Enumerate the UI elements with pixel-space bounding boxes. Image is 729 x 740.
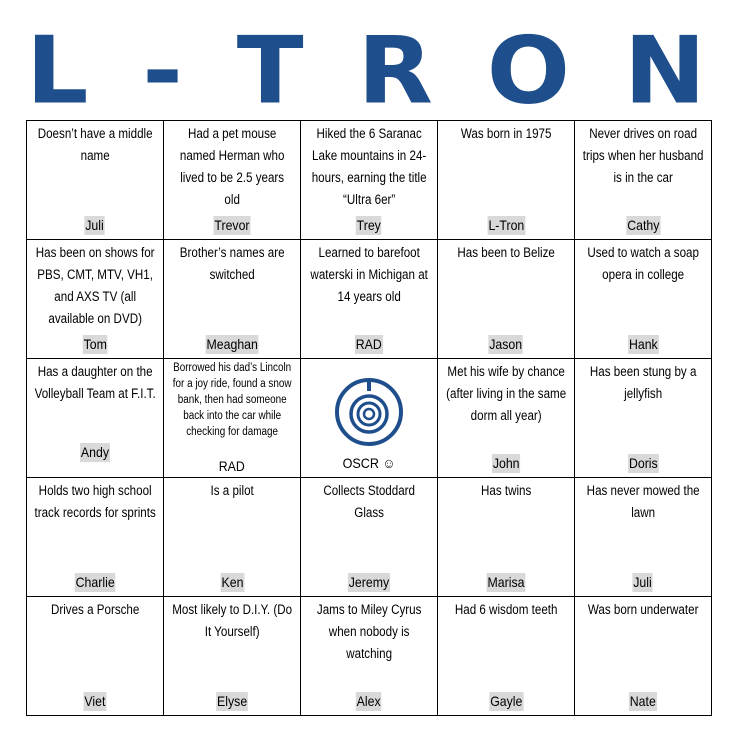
bingo-cell[interactable]: [438, 121, 575, 240]
bingo-cell[interactable]: [164, 478, 301, 597]
title-letter: O: [486, 16, 571, 126]
grid-row: [27, 478, 712, 597]
bingo-cell[interactable]: [301, 597, 438, 716]
cell-clue: Never drives on road trips when her husband is in the car: [582, 126, 704, 185]
cell-name: Jeremy: [348, 574, 390, 590]
cell-clue: Was born underwater: [587, 602, 699, 617]
title-letter: R: [357, 16, 433, 126]
cell-name: Nate: [629, 693, 657, 709]
title-letter: L: [26, 16, 89, 126]
cell-clue: Was born in 1975: [460, 126, 552, 141]
bingo-cell[interactable]: [27, 359, 164, 478]
bingo-cell[interactable]: [27, 478, 164, 597]
bingo-cell[interactable]: [27, 121, 164, 240]
bingo-cell[interactable]: [164, 240, 301, 359]
page-title: [26, 16, 706, 126]
cell-clue: Has been to Belize: [457, 245, 555, 260]
free-space-label: OSCR ☺: [342, 455, 396, 471]
cell-name: Cathy: [626, 217, 660, 233]
cell-name: RAD: [355, 336, 383, 352]
cell-name: Ken: [221, 574, 243, 590]
bingo-grid: [26, 120, 712, 716]
cell-clue: Jams to Miley Cyrus when nobody is watching: [316, 602, 422, 661]
bingo-cell[interactable]: [438, 240, 575, 359]
bingo-cell[interactable]: [27, 597, 164, 716]
cell-name: Juli: [85, 217, 105, 233]
bingo-cell[interactable]: [164, 121, 301, 240]
bingo-cell[interactable]: [575, 478, 712, 597]
cell-clue: Brother’s names are switched: [179, 245, 285, 282]
cell-clue: Used to watch a soap opera in college: [587, 245, 699, 282]
cell-name: Trey: [356, 217, 382, 233]
cell-clue: Had a pet mouse named Herman who lived to be 2.5 years old: [179, 126, 285, 207]
title-letter: N: [623, 16, 706, 126]
cell-name: Andy: [80, 444, 110, 460]
cell-clue: Has been stung by a jellyfish: [589, 364, 697, 401]
target-logo-icon: [334, 377, 404, 447]
bingo-cell[interactable]: [575, 359, 712, 478]
grid-row: [27, 597, 712, 716]
grid-row: [27, 359, 712, 478]
cell-name: Tom: [83, 336, 107, 352]
cell-name: Alex: [357, 693, 381, 709]
cell-name: Juli: [633, 574, 653, 590]
title-letter: T: [236, 16, 304, 126]
cell-name: Trevor: [214, 217, 250, 233]
cell-clue: Met his wife by chance (after living in the same dorm all year): [445, 364, 567, 423]
cell-clue: Drives a Porsche: [50, 602, 140, 617]
cell-name: Meaghan: [206, 336, 258, 352]
bingo-cell[interactable]: [575, 240, 712, 359]
cell-clue: Has been on shows for PBS, CMT, MTV, VH1, and AXS TV (all available on DVD): [35, 245, 155, 326]
cell-clue: Hiked the 6 Saranac Lake mountains in 24-hours, earning the title “Ultra 6er”: [311, 126, 427, 207]
cell-name: RAD: [218, 458, 246, 474]
bingo-cell[interactable]: [301, 478, 438, 597]
cell-clue: Doesn’t have a middle name: [37, 126, 153, 163]
bingo-cell[interactable]: [301, 121, 438, 240]
bingo-cell[interactable]: [438, 478, 575, 597]
bingo-cell[interactable]: [575, 121, 712, 240]
cell-clue: Most likely to D.I.Y. (Do It Yourself): [172, 602, 292, 639]
cell-clue: Holds two high school track records for sprints: [34, 483, 156, 520]
bingo-cell[interactable]: [301, 240, 438, 359]
cell-clue: Has a daughter on the Volleyball Team at F.I.T.: [34, 364, 156, 401]
cell-name: Marisa: [487, 574, 525, 590]
bingo-cell[interactable]: [164, 597, 301, 716]
free-space-cell[interactable]: [301, 359, 438, 478]
cell-clue: Has twins: [480, 483, 532, 498]
grid-row: [27, 121, 712, 240]
bingo-cell[interactable]: [164, 359, 301, 478]
bingo-cell[interactable]: [575, 597, 712, 716]
bingo-cell[interactable]: [438, 597, 575, 716]
cell-name: Gayle: [489, 693, 523, 709]
bingo-cell[interactable]: [27, 240, 164, 359]
cell-clue: Had 6 wisdom teeth: [454, 602, 558, 617]
cell-name: Doris: [628, 455, 658, 471]
cell-clue: Learned to barefoot waterski in Michigan at 14 years old: [310, 245, 428, 304]
cell-name: Jason: [489, 336, 523, 352]
cell-name: Hank: [628, 336, 658, 352]
cell-name: L-Tron: [488, 217, 524, 233]
cell-clue: Collects Stoddard Glass: [323, 483, 415, 520]
bingo-cell[interactable]: [438, 359, 575, 478]
cell-name: Elyse: [216, 693, 248, 709]
cell-name: Viet: [84, 693, 106, 709]
cell-clue: Is a pilot: [210, 483, 254, 498]
cell-clue: Borrowed his dad’s Lincoln for a joy ride, found a snow bank, then had someone back into the car while checking for damage: [172, 362, 292, 438]
cell-clue: Has never mowed the lawn: [586, 483, 700, 520]
grid-row: [27, 240, 712, 359]
title-letter: -: [142, 16, 183, 126]
cell-name: John: [492, 455, 520, 471]
cell-name: Charlie: [75, 574, 115, 590]
